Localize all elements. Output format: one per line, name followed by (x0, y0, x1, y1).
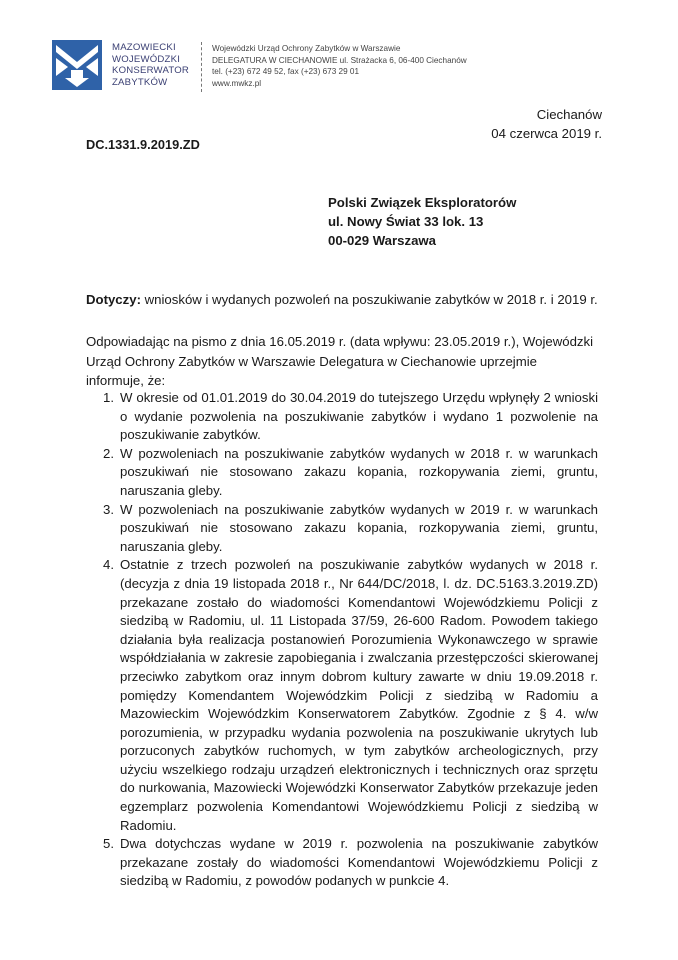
addressee-name: Polski Związek Eksploratorów (328, 195, 517, 210)
subject-label: Dotyczy: (86, 292, 141, 307)
list-item (86, 556, 598, 835)
list-number: 4. (103, 557, 114, 573)
org-name-line: ZABYTKÓW (112, 76, 168, 88)
addressee-street: ul. Nowy Świat 33 lok. 13 (328, 214, 484, 229)
list-item (86, 835, 598, 891)
reference-number: DC.1331.9.2019.ZD (86, 137, 200, 152)
org-name-line: WOJEWÓDZKI (112, 53, 181, 65)
numbered-list (86, 389, 598, 891)
place-date (402, 105, 602, 143)
addressee (328, 193, 608, 250)
contact-office: Wojewódzki Urząd Ochrony Zabytków w Warszawie (212, 44, 401, 53)
addressee-city: 00-029 Warszawa (328, 233, 437, 248)
letterhead-contact (212, 43, 467, 89)
subject-text: wniosków i wydanych pozwoleń na poszukiwanie zabytków w 2018 r. i 2019 r. (140, 292, 598, 307)
list-text: W okresie od 01.01.2019 do 30.04.2019 do tutejszego Urzędu wpłynęły 2 wnioski o wydanie pozwolenia na poszukiwanie zabytków i wydano 1 pozwolenie na poszukiwanie zabytków. (120, 390, 598, 443)
letterhead-divider (201, 42, 202, 92)
subject-line (86, 290, 606, 309)
list-text: Dwa dotychczas wydane w 2019 r. pozwolenia na poszukiwanie zabytków przekazane zostały do wiadomości Komendantowi Wojewódzkiemu Policji z siedzibą w Radomiu, z powodów podanych w punkcie 4. (120, 836, 598, 889)
list-number: 1. (103, 390, 114, 405)
list-number: 5. (103, 836, 114, 852)
list-item (86, 445, 598, 501)
list-text: W pozwoleniach na poszukiwanie zabytków wydanych w 2018 r. w warunkach poszukiwań nie stosowano zakazu kopania, rozkopywania ziemi, gruntu, naruszania gleby. (120, 445, 598, 498)
org-name (112, 42, 202, 88)
list-text: W pozwoleniach na poszukiwanie zabytków wydanych w 2019 r. w warunkach poszukiwań nie stosowano zakazu kopania, rozkopywania ziemi, gruntu, naruszania gleby. (120, 501, 598, 554)
list-text: Ostatnie z trzech pozwoleń na poszukiwanie zabytków wydanych w 2018 r. (decyzja z dnia 19 listopada 2018 r., Nr 644/DC/2018, l. dz. DC.5163.3.2019.ZD) przekazane zostało do wiadomości Komendantowi Wojewódzkiemu Policji z siedzibą w Radomiu, ul. 11 Listopada 37/59, 26-600 Radom. Powodem takiego działania była realizacja postanowień Porozumienia Wykonawczego w sprawie współdziałania w zakresie zapobiegania i zwalczania przestępczości skierowanej przeciwko zabytkom oraz innym dobrom kultury zawarte w dniu 19.09.2018 r. pomiędzy Komendantem Wojewódzkim Policji z siedzibą w Radomiu a Mazowieckim Wojewódzkim Konserwatorem Zabytków. Zgodnie z § 4. w/w porozumienia, w przypadku wydania pozwolenia na poszukiwanie ukrytych lub porzuconych zabytków ruchomych, w tym zabytków archeologicznych, przy użyciu wszelkiego rodzaju urządzeń elektronicznych i technicznych oraz sprzętu do nurkowania, Mazowiecki Wojewódzki Konserwator Zabytków przekazuje jeden egzemplarz pozwolenia Komendantowi Wojewódzkiemu Policji z siedzibą w Radomiu. (120, 557, 598, 833)
contact-address: DELEGATURA W CIECHANOWIE ul. Strażacka 6, 06-400 Ciechanów (212, 55, 467, 65)
date: 04 czerwca 2019 r. (491, 126, 602, 141)
place: Ciechanów (536, 107, 602, 122)
intro-paragraph: Odpowiadając na pismo z dnia 16.05.2019 r. (data wpływu: 23.05.2019 r.), Wojewódzki Urząd Ochrony Zabytków w Warszawie Delegatura w Ciechanowie uprzejmie informuje, że: (86, 334, 594, 388)
list-item (86, 389, 598, 445)
org-name-line: KONSERWATOR (112, 65, 190, 76)
contact-phone: tel. (+23) 672 49 52, fax (+23) 673 29 01 (212, 67, 360, 77)
list-number: 3. (103, 501, 114, 517)
org-name-line: MAZOWIECKI (112, 42, 176, 53)
mwkz-logo-icon (52, 40, 102, 90)
list-item (86, 501, 598, 557)
list-number: 2. (103, 445, 114, 461)
contact-website: www.mwkz.pl (212, 78, 262, 88)
